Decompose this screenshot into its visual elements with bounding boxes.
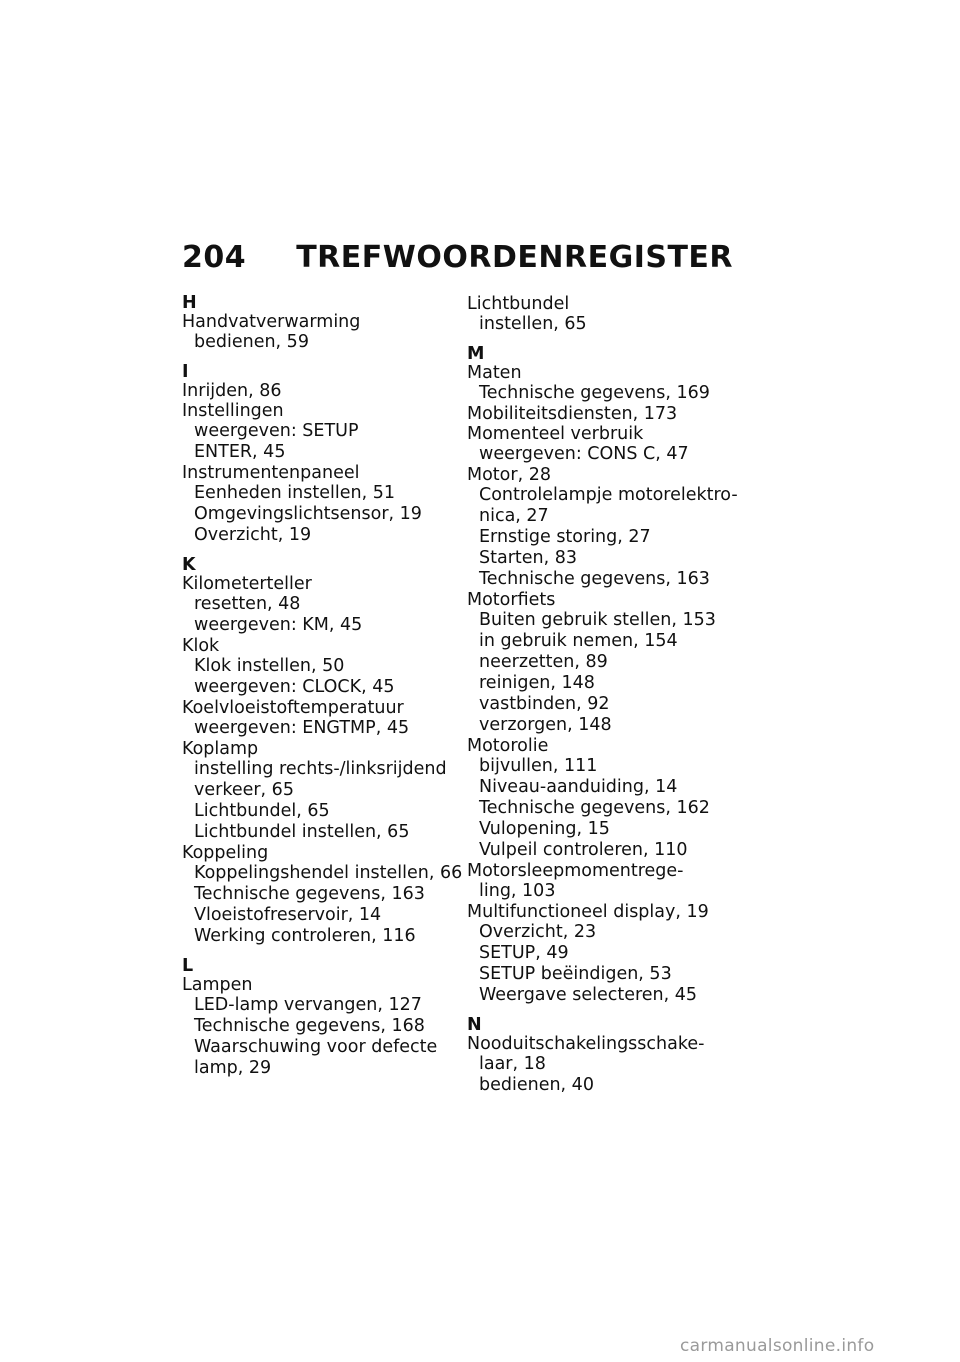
index-subentry: SETUP, 49 [479,943,569,963]
index-subentry: weergeven: CONS C, 47 [479,444,689,464]
index-term: Mobiliteitsdiensten, 173 [467,404,678,424]
index-term: Momenteel verbruik [467,424,644,444]
index-term: Koelvloeistoftemperatuur [182,698,404,718]
index-subentry: bedienen, 40 [479,1075,594,1095]
index-term: Motor, 28 [467,465,551,485]
index-subentry: resetten, 48 [194,594,301,614]
index-term: Motorsleepmomentrege- [467,861,684,881]
index-subentry: Weergave selecteren, 45 [479,985,698,1005]
index-subentry: in gebruik nemen, 154 [479,631,678,651]
index-letter-heading: L [182,956,194,976]
index-subentry: instellen, 65 [479,314,587,334]
index-term: Motorolie [467,736,549,756]
index-subentry: nica, 27 [479,506,549,526]
index-letter-heading: H [182,293,197,313]
index-subentry: Werking controleren, 116 [194,926,416,946]
index-term: Inrijden, 86 [182,381,282,401]
page-header [182,240,733,275]
index-term: Instrumentenpaneel [182,463,360,483]
index-subentry: LED-lamp vervangen, 127 [194,995,422,1015]
index-subentry: Technische gegevens, 162 [479,798,710,818]
index-subentry: weergeven: CLOCK, 45 [194,677,395,697]
index-term: Koppeling [182,843,269,863]
index-subentry: bedienen, 59 [194,332,309,352]
index-subentry: laar, 18 [479,1054,546,1074]
index-subentry: Eenheden instellen, 51 [194,483,395,503]
index-term: Kilometerteller [182,574,312,594]
index-subentry: Ernstige storing, 27 [479,527,651,547]
index-subentry: Technische gegevens, 169 [479,383,710,403]
index-subentry: reinigen, 148 [479,673,595,693]
index-term: Handvatverwarming [182,312,361,332]
index-subentry: Waarschuwing voor defecte [194,1037,438,1057]
watermark: carmanualsonline.info [680,1336,875,1356]
index-subentry: Vulopening, 15 [479,819,610,839]
index-letter-heading: I [182,362,189,382]
index-subentry: ENTER, 45 [194,442,286,462]
index-subentry: Controlelampje motorelektro- [479,485,738,505]
index-term: Instellingen [182,401,284,421]
index-term: Lampen [182,975,253,995]
index-subentry: Koppelingshendel instellen, 66 [194,863,463,883]
index-term: Motorfiets [467,590,556,610]
index-subentry: Vulpeil controleren, 110 [479,840,688,860]
page-number: 204 [182,240,247,275]
index-subentry: weergeven: SETUP [194,421,359,441]
index-term: Klok [182,636,220,656]
index-term: Lichtbundel [467,294,570,314]
index-subentry: lamp, 29 [194,1058,272,1078]
index-letter-heading: N [467,1015,482,1035]
index-subentry: Lichtbundel instellen, 65 [194,822,410,842]
index-subentry: Klok instellen, 50 [194,656,345,676]
index-subentry: Niveau-aanduiding, 14 [479,777,678,797]
index-column-right [467,294,747,1096]
index-column-left [182,294,462,1079]
index-subentry: Starten, 83 [479,548,578,568]
index-subentry: Omgevingslichtsensor, 19 [194,504,422,524]
index-subentry: instelling rechts-/linksrijdend [194,759,447,779]
index-subentry: neerzetten, 89 [479,652,608,672]
index-subentry: weergeven: KM, 45 [194,615,363,635]
index-subentry: Vloeistofreservoir, 14 [194,905,382,925]
index-subentry: vastbinden, 92 [479,694,610,714]
index-letter-heading: M [467,344,485,364]
index-subentry: Overzicht, 19 [194,525,312,545]
index-subentry: Technische gegevens, 163 [194,884,425,904]
index-term: Nooduitschakelingsschake- [467,1034,705,1054]
index-letter-heading: K [182,555,196,575]
index-subentry: Overzicht, 23 [479,922,597,942]
page-title: TREFWOORDENREGISTER [296,240,734,275]
index-subentry: Technische gegevens, 163 [479,569,710,589]
index-subentry: Lichtbundel, 65 [194,801,330,821]
index-subentry: verkeer, 65 [194,780,294,800]
index-subentry: SETUP beëindigen, 53 [479,964,672,984]
index-term: Koplamp [182,739,259,759]
index-subentry: verzorgen, 148 [479,715,612,735]
index-subentry: bijvullen, 111 [479,756,598,776]
index-term: Maten [467,363,522,383]
index-subentry: Buiten gebruik stellen, 153 [479,610,716,630]
index-subentry: weergeven: ENGTMP, 45 [194,718,410,738]
index-subentry: ling, 103 [479,881,556,901]
index-term: Multifunctioneel display, 19 [467,902,709,922]
index-subentry: Technische gegevens, 168 [194,1016,425,1036]
